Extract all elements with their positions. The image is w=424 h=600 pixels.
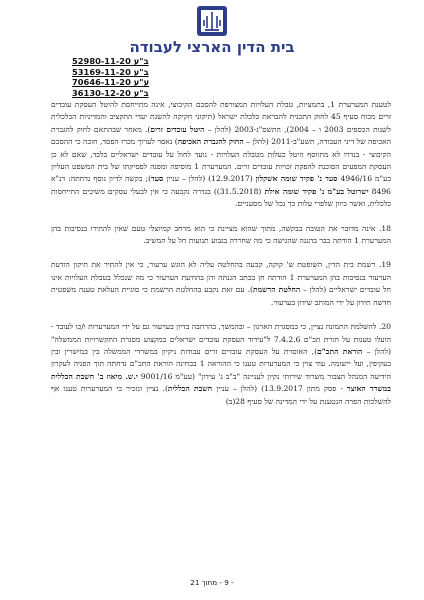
paragraph-number: 20. bbox=[376, 322, 392, 332]
text-run: ) נאסר לערוך מכרז הפסד, חובה כי ההסכם הקיבוצי - בנדרו לא מתווסף היטל כעלות מטבלת העלויות - נועד לחול על עובדים ישראליים בלבד, שאם לא כן העסקת המפעים הסוכנת להפקת זכויות עובדים זרים. המערערת 1 מוסיפה ומפנה לפסיקתו של בית המשפט העליון בע"מ 4946/16 bbox=[51, 137, 391, 184]
text-run: ); בקשה לדיון נוסף נדחתה: דנ"א 8496 bbox=[51, 174, 391, 196]
paragraph-20 bbox=[51, 321, 391, 408]
paragraph-intro bbox=[51, 99, 391, 211]
case-number: ב"ע 52980-11-20 bbox=[72, 56, 149, 66]
case-citation: ישרוטל בע"מ נ' פקיד שומה אילת bbox=[264, 186, 369, 196]
paragraph-number: 19. bbox=[375, 260, 392, 270]
text-run: להשלמת התמונה נציין, כי במסגרת הארגון – ובהמשך, בהרחבה בדיון בערעור גם על ידי המערערות ו/כו לעובד - הועלו טענות על תורת תכ"ם 7.4.2.6 ל"עידוד העסקת עובדים ישראלים במקצוע מסגרת התקשרויות הממשלה" (להלן – bbox=[51, 322, 392, 356]
text-run: (12.9.2017) (להלן – עניין bbox=[163, 174, 256, 184]
text-run: - פסק מתון 13.9.2017) (להלן – עניין bbox=[212, 384, 347, 394]
text-run: ). מאחר שבהתאם לחוק להגברת האכיפה של דיני העבודה, תשע"ב-2011 (להלן – bbox=[51, 124, 391, 147]
text-run: רשמת בית הדין, השופטת ש' קוקה, קבעה בהחלטה עליה לא הוגש ערעור, כי אין להתיר את תיקון הודעת הערעור בנסיבות בהן המערערת 1 הודתה חן בכתב הגנתה והן בהודעת הערעור כי מה שנכלל בטבלת העלויות אינו חל עובדים ישראליים (להלן – bbox=[51, 260, 392, 295]
case-citation: י.ש. מיאוז ב' חשבת הכללית במשרד האוצר bbox=[51, 371, 391, 394]
court-title: בית הדין הארצי לעבודה bbox=[129, 38, 295, 56]
text-run: ). נציין ונזכיר כי המערערות טענו אף להשלכות הפרה הנטענת על ידי המדינה של סעיף 28(ב) bbox=[51, 384, 391, 406]
defined-term: היטל עובדים זרים bbox=[150, 124, 205, 134]
text-run: לטענת המערערת 1, בתמציות, טבלת העלויות המצורפת להסכם הקיבוצי, אינה מתייחסת להיטל העסקת עובדים זרים מכוח סעיף 45 לחוק התכנית להבראת כלכלת ישראל (תיקוני חקיקה להשגת יעדי התקציב והמדיניות הכלכלית לשנות הכספים 2003 ו – 2004), התשס"ג-2003 (להלן – bbox=[51, 100, 392, 134]
judgment-body bbox=[51, 99, 391, 420]
defined-term: חשבת הכללית bbox=[167, 384, 213, 394]
case-number: ע"ע 70646-11-20 bbox=[72, 77, 150, 87]
paragraph-18 bbox=[51, 223, 391, 248]
text-run: ). עם זאת נקבע בהחלטת הרשמת כי סוגיית העלאת טענה משפטית חדשה תידון על ידי המותב שידון בערעור. bbox=[51, 285, 391, 307]
case-numbers-list bbox=[72, 56, 182, 98]
text-run: אינה מדובר את הטובה בבקשה, מתוך שהוא מציינת כי הוא מרחב קמיוצלי טעם שאין להתירו בנסיבות בהן המערערת 1 הודתה כבר בהנגה שהגישה כי מה שחררה בגבוע תנועות חל על המשיב. bbox=[51, 223, 391, 246]
state-emblem-icon bbox=[191, 4, 233, 38]
paragraph-number: 18. bbox=[375, 223, 392, 233]
text-run: (31.5.2018)) בגדרה נקבעה כי אין לבעלי עסקים משיכים התייחסות כלכלית, ואשר כיוון שלפרי עלות כך נכל של מסעניים. bbox=[51, 186, 391, 209]
defined-term: סעד bbox=[151, 174, 164, 184]
case-citation: סעד נ' פקיד שומה אשקלון bbox=[255, 174, 338, 184]
defined-term: החלטת הרשמת bbox=[252, 285, 301, 295]
defined-term: החוק להגברת האכיפה bbox=[177, 137, 244, 147]
case-number: ב"ע 53169-11-20 bbox=[72, 66, 149, 77]
case-number: ב"ע 36130-12-20 bbox=[72, 87, 149, 98]
page-number: - 9 - מתוך 21 bbox=[190, 578, 234, 587]
text-run: ), האוסרת על העסקת עובדים זרים עבודות ניקיון במשרדי הממשלה בין במישרין ובין בעקיפין, ועל יישומה. עוד צוין כי המערערות טענו כי ההוראה 1 בבחינה הוראת התכ"ם נדחתה תוך הפניה לעקרון הידיעה המנהל הצבור משרוד שירותי נקיון לעניינה "ב"ב נ' עידון" (עע"מ 9001/16 bbox=[51, 346, 391, 381]
paragraph-19 bbox=[51, 259, 391, 309]
defined-term: הוראת התכ"ם bbox=[317, 346, 363, 356]
